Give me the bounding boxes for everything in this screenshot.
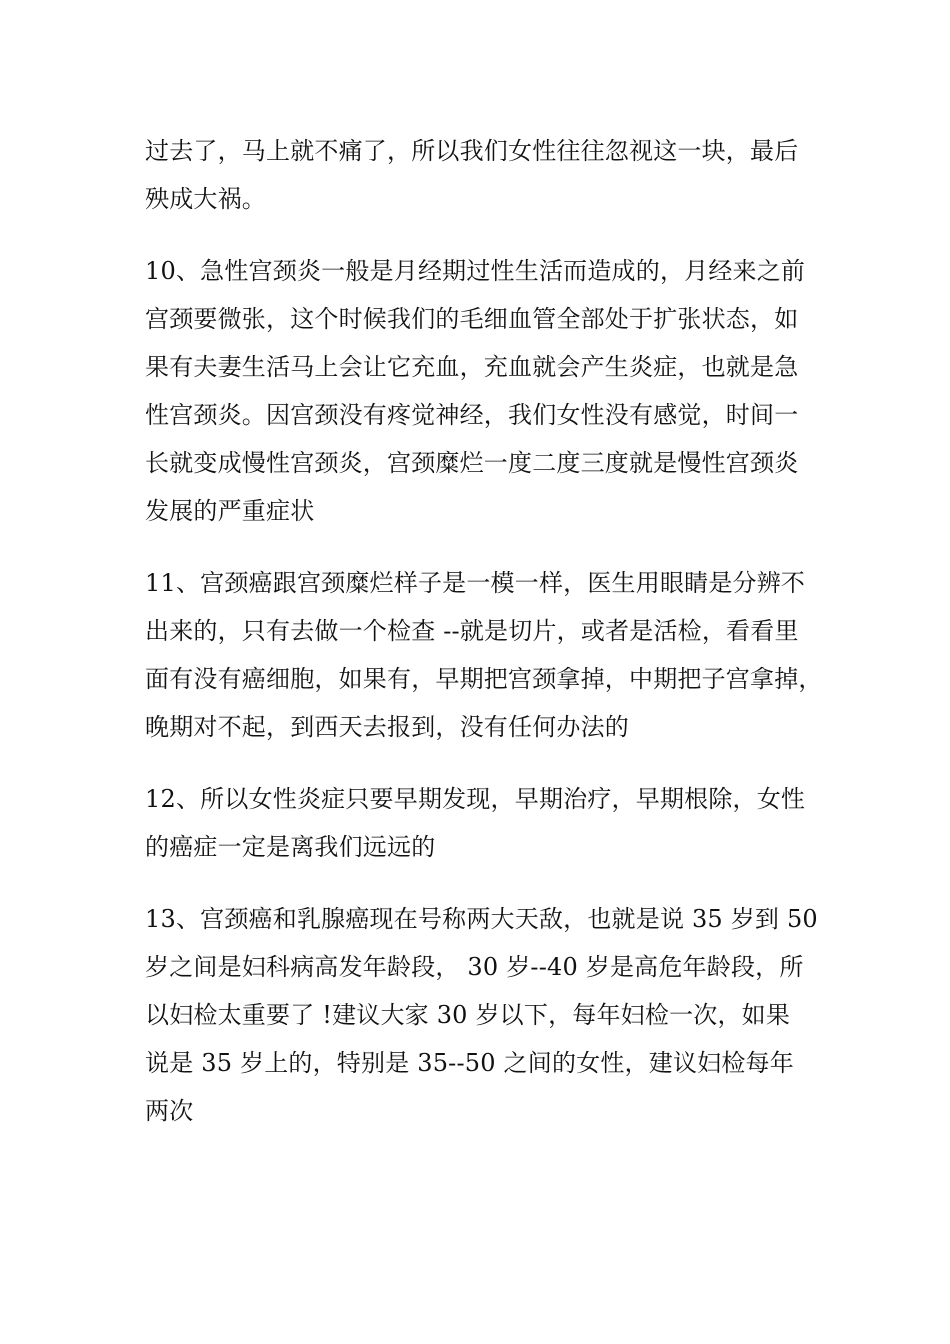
text-line: 面有没有癌细胞，如果有，早期把宫颈拿掉，中期把子宫拿掉， <box>145 665 823 693</box>
paragraph-gap <box>145 223 805 247</box>
text-line: 性宫颈炎。因宫颈没有疼觉神经，我们女性没有感觉，时间一 <box>145 401 799 429</box>
text-line: 12、所以女性炎症只要早期发现，早期治疗，早期根除，女性 <box>145 785 806 813</box>
paragraph-item-13 <box>145 895 818 1135</box>
paragraph-continuation <box>145 127 805 223</box>
paragraph-gap <box>145 535 805 559</box>
text-line: 发展的严重症状 <box>145 497 315 525</box>
text-line: 10、急性宫颈炎一般是月经期过性生活而造成的，月经来之前 <box>145 257 806 285</box>
text-line: 出来的，只有去做一个检查 --就是切片，或者是活检，看看里 <box>145 617 799 645</box>
text-line: 说是 35 岁上的，特别是 35--50 之间的女性，建议妇检每年 <box>145 1049 794 1077</box>
text-line: 两次 <box>145 1097 194 1125</box>
text-line: 过去了，马上就不痛了，所以我们女性往往忽视这一块，最后 <box>145 137 799 165</box>
text-line: 的癌症一定是离我们远远的 <box>145 833 436 861</box>
text-line: 晚期对不起，到西天去报到，没有任何办法的 <box>145 713 629 741</box>
text-line: 殃成大祸。 <box>145 185 266 213</box>
document-body <box>145 127 823 1135</box>
paragraph-item-11 <box>145 559 823 751</box>
paragraph-gap <box>145 751 805 775</box>
text-line: 果有夫妻生活马上会让它充血，充血就会产生炎症，也就是急 <box>145 353 799 381</box>
text-line: 11、宫颈癌跟宫颈糜烂样子是一模一样，医生用眼睛是分辨不 <box>145 569 806 597</box>
paragraph-gap <box>145 871 805 895</box>
text-line: 宫颈要微张，这个时候我们的毛细血管全部处于扩张状态，如 <box>145 305 799 333</box>
paragraph-item-10 <box>145 247 805 535</box>
text-line: 13、宫颈癌和乳腺癌现在号称两大天敌，也就是说 35 岁到 50 <box>145 905 818 933</box>
text-line: 岁之间是妇科病高发年龄段， 30 岁--40 岁是高危年龄段，所 <box>145 953 804 981</box>
text-line: 以妇检太重要了 !建议大家 30 岁以下，每年妇检一次，如果 <box>145 1001 791 1029</box>
paragraph-item-12 <box>145 775 805 871</box>
text-line: 长就变成慢性宫颈炎，宫颈糜烂一度二度三度就是慢性宫颈炎 <box>145 449 799 477</box>
